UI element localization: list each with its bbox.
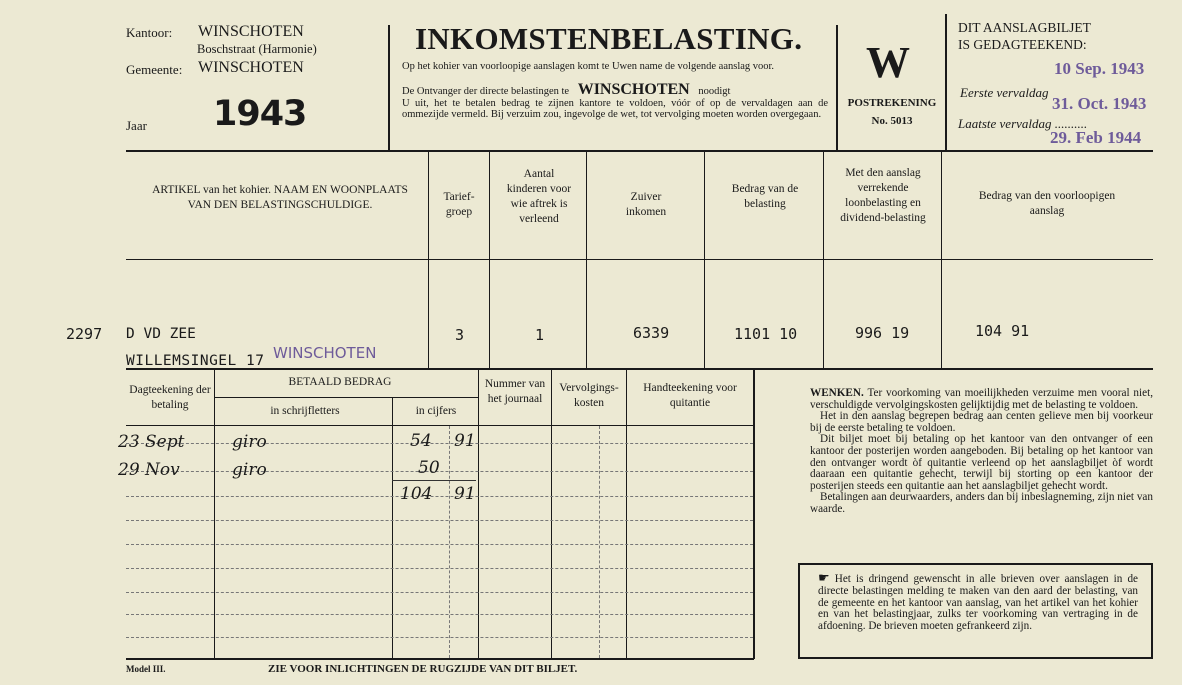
ledger-line [126, 520, 753, 521]
letter-w: W [866, 38, 910, 87]
rule [126, 658, 754, 660]
ledger-line [126, 544, 753, 545]
gemeente-value: WINSCHOTEN [198, 59, 304, 76]
kinderen-value: 1 [535, 326, 545, 344]
col-header-voorloopig: Bedrag van den voorloopigen aanslag [978, 190, 1116, 217]
col-header-artikel: ARTIKEL van het kohier. NAAM EN WOONPLAATS VAN DEN BELASTINGSCHULDIGE. [152, 184, 408, 211]
payment-2-date: 29 Nov [118, 460, 180, 480]
laatste-vervaldag-stamp: 29. Feb 1944 [1050, 128, 1142, 147]
rule [214, 397, 478, 398]
form-title: INKOMSTENBELASTING. [415, 21, 803, 56]
col-header-letters: in schrijfletters [270, 405, 340, 417]
col-divider [392, 398, 393, 659]
ledger-line [126, 614, 753, 615]
rule [126, 259, 1153, 260]
col-header-handteekening: Handteekening voor quitantie [643, 382, 737, 409]
payment-1-date: 23 Sept [118, 432, 185, 452]
ledger-line [126, 637, 753, 638]
col-divider [941, 151, 942, 368]
intro-text-3: U uit, het te betalen bedrag te zijnen kantore te voldoen, vóór of op de vervaldagen aan de ommezijde vermeld. Bij verzuim zou, ingevolge de wet, tot vervolging moeten worden overgegaan. [402, 98, 828, 121]
kantoor-address: Boschstraat (Harmonie) [197, 42, 317, 56]
pointing-hand-icon: ☛ [818, 571, 830, 586]
divider [945, 14, 947, 150]
ledger-line [126, 496, 753, 497]
col-header-bedrag: Bedrag van de belasting [731, 183, 799, 210]
artikel-number: 2297 [66, 325, 103, 343]
payment-1-amount: 54 [410, 431, 432, 451]
notice-box [798, 563, 1153, 659]
cents-divider [599, 426, 600, 658]
eerste-vervaldag-label: Eerste vervaldag [960, 85, 1049, 100]
total-underline [392, 480, 476, 481]
wenken-p2: Het in den aanslag begrepen bedrag aan centen gelieve men bij voorkeur bij de eerste betaling te voldoen. [810, 410, 1153, 434]
col-header-dagteekening: Dagteekening der betaling [129, 384, 211, 411]
col-divider [551, 369, 552, 659]
inkomen-value: 6339 [633, 324, 670, 342]
col-divider [214, 369, 215, 659]
col-divider [626, 369, 627, 659]
col-header-betaald: BETAALD BEDRAG [288, 376, 392, 388]
wenken-p3: Dit biljet moet bij betaling op het kantoor van den ontvanger of een kantoor der posterijen worden aangeboden. Bij betaling op het kantoor van den ontvanger wordt òf quitantie verleend op het aanslagbiljet òf wordt daaraan een quitantie gehecht, terwijl bij storting op een kantoor der posterijen steeds een quitantie aan het aanslagbiljet gehecht wordt. [810, 433, 1153, 492]
laatste-vervaldag-label: Laatste vervaldag .......... [958, 116, 1088, 131]
gemeente-label: Gemeente: [126, 62, 183, 77]
jaar-label: Jaar [126, 118, 147, 133]
col-divider [753, 369, 755, 659]
jaar-value: 1943 [213, 94, 307, 134]
ledger-line [126, 568, 753, 569]
total-amount: 104 [400, 484, 433, 504]
kantoor-label: Kantoor: [126, 25, 173, 40]
payment-2-amount: 50 [418, 458, 440, 478]
wenken-p4: Betalingen aan deurwaarders, anders dan bij inbeslagneming, zijn niet van waarde. [810, 491, 1153, 515]
rule [126, 425, 753, 426]
cents-divider [449, 426, 450, 658]
postrekening-label: POSTREKENING [847, 97, 937, 109]
aanslag-dated-line1: DIT AANSLAGBILJET [958, 20, 1091, 35]
wenken-p1-text: Ter voorkoming van moeilijkheden verzuime men vooral niet, verschuldigde vervolgingskosten gelijktijdig met de belasting te voldoen. [810, 387, 1153, 411]
intro-city: WINSCHOTEN [577, 81, 690, 98]
taxpayer-name: D VD ZEE [126, 326, 196, 342]
model-label: Model III. [126, 664, 166, 674]
eerste-vervaldag-stamp: 31. Oct. 1943 [1052, 94, 1147, 113]
col-divider [489, 151, 490, 368]
total-cents: 91 [454, 484, 476, 504]
payment-2-letters: giro [232, 460, 267, 480]
col-header-journaal: Nummer van het journaal [484, 378, 546, 405]
wenken-block [810, 388, 1153, 516]
divider [836, 25, 838, 150]
taxpayer-address: WILLEMSINGEL 17 [126, 353, 265, 369]
col-header-inkomen: Zuiver inkomen [625, 191, 667, 218]
verrekend-value: 996 19 [855, 324, 910, 342]
city-stamp: WINSCHOTEN [273, 344, 377, 362]
col-divider [428, 151, 429, 368]
col-header-tarief: Tarief-groep [443, 191, 475, 218]
rule [126, 150, 1153, 152]
col-divider [478, 369, 479, 659]
intro-text-2b: noodigt [698, 86, 731, 97]
col-header-kinderen: Aantal kinderen voor wie aftrek is verleend [506, 168, 572, 225]
intro-text-2a: De Ontvanger der directe belastingen te [402, 86, 570, 97]
payment-1-letters: giro [232, 432, 267, 452]
divider [388, 25, 390, 150]
col-header-kosten: Vervolgings-kosten [559, 382, 619, 409]
col-divider [704, 151, 705, 368]
col-header-verrekende: Met den aanslag verrekende loonbelasting en dividend-belasting [840, 167, 926, 224]
kantoor-value: WINSCHOTEN [198, 23, 304, 40]
voorloopig-value: 104 91 [975, 322, 1030, 340]
wenken-p1 [810, 388, 1153, 411]
payment-1-cents: 91 [454, 431, 476, 451]
postrekening-no: No. 5013 [871, 115, 913, 127]
notice-text: Het is dringend gewenscht in alle brieven over aanslagen in de directe belastingen melding te maken van den aard der belasting, van de gemeente en het kantoor van aanslag, van het artikel van het kohier en van het belastingjaar, zulks ter voorkoming van vertraging in de afdoening. De brieven moeten gefrankeerd zijn. [818, 573, 1139, 633]
tarief-value: 3 [455, 326, 465, 344]
intro-text-1: Op het kohier van voorloopige aanslagen komt te Uwen name de volgende aanslag voor. [402, 61, 775, 72]
col-header-cijfers: in cijfers [415, 405, 457, 417]
belasting-value: 1101 10 [734, 325, 798, 343]
aanslag-dated-line2: IS GEDAGTEEKEND: [958, 37, 1087, 52]
ledger-line [126, 443, 753, 444]
rule [126, 368, 1153, 370]
col-divider [823, 151, 824, 368]
footer-note: ZIE VOOR INLICHTINGEN DE RUGZIJDE VAN DIT BILJET. [268, 663, 578, 675]
wenken-lead: WENKEN. [810, 387, 864, 399]
aanslag-date-stamp: 10 Sep. 1943 [1054, 59, 1145, 78]
col-divider [586, 151, 587, 368]
intro-line-2 [402, 81, 828, 98]
ledger-line [126, 592, 753, 593]
